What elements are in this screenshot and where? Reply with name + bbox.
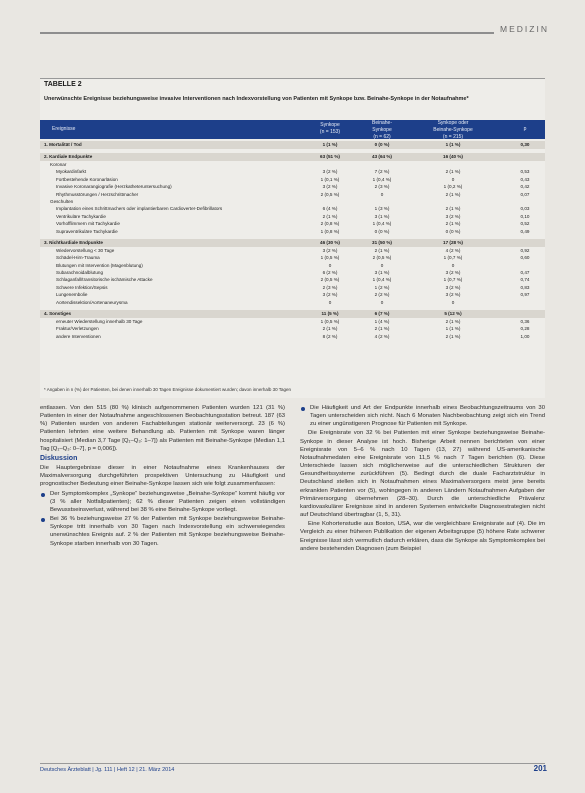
row-label: andere Interventionen [56,333,101,339]
paragraph: Die Hauptergebnisse dieser in einer Notaufnahme eines Krankenhauses der Maximalversorgung durchgeführten prospektiven Untersuchung zu Häufigkeit und prognostischer Bedeutung einer Beinahe-Synkope lassen sich wie folgt zusammenfassen: [40,465,285,488]
cell-beinahe-synkope: 31 (50 %) [372,239,392,245]
cell-synkope: 6 (4 %) [322,206,338,212]
row-label: Implantation eines Schrittmachers oder implantierbaren Cardioverter-Defibrillators [56,206,223,212]
cell-combined: 0 (0 %) [445,228,461,234]
cell-p-value: 0,42 [520,184,530,190]
cell-synkope: 8 (2 %) [322,333,338,339]
section-heading: Diskussion [40,454,78,462]
paragraph: Die Ereignisrate von 32 % bei Patienten mit einer Synkope beziehungsweise Beinahe-Synkope in dieser Analyse ist hoch. Bisherige Arbeit nennen berichteten von einer Ereignisrate von 5–6 % nach 10 Tagen (13, 27) während US-amerikanische Notaufnahmedaten eine Ereignisrate von 11,5 % nach 7 Tagen berichten (6). Diese Unterschiede lassen sich möglicherweise auf die unterschiedlichen Strukturen der Gesundheitssysteme zurückführen (5). Bedingt durch die duale Facharztstruktur in Deutschland stellen sich in Notaufnahmen eines Maximalversorgers meist jene bereits erkrankten Patienten vor (5), wohingegen in anderen Ländern Notaufnahmen Aufgaben der Primärversorgung übernehmen (28–30). Durch die unterschiedliche Prävalenz kardiovaskulärer Ereignisse sind in anderen Systemen entwickelte Diagnosestrategien nicht auf Deutschland übertragbar (1, 5, 31). [300,430,545,519]
cell-beinahe-synkope: 4 (2 %) [374,333,390,339]
cell-beinahe-synkope: 1 (4 %) [374,319,390,325]
table-row [40,161,545,168]
cell-combined: 1 (0,2 %) [443,184,463,190]
cell-beinahe-synkope: 43 (64 %) [372,154,392,159]
table-row [40,220,545,227]
cell-p-value: 0,03 [520,206,530,212]
row-label: Blutungen mit Intervention (Magenblutung) [56,262,143,268]
row-label: erneuter Wiederstellung innerhalb 30 Tage [56,319,143,325]
table-row [40,168,545,175]
cell-synkope: 1 (0,5 %) [320,255,340,261]
table-row [40,191,545,198]
cell-synkope: 6 (2 %) [322,270,338,276]
row-label: Subarachnoidalblutung [56,270,103,276]
row-label: Rhythmusstörungen / Herzschrittmacher [56,191,139,197]
row-label: Fraktur/Verletzungen [56,326,99,332]
table-row [40,205,545,212]
cell-p-value: 0,60 [520,255,530,261]
paragraph: entlassen. Von den 515 (80 %) klinisch aufgenommenen Patienten wurden 121 (31 %) Patienten in einer der Notaufnahme angeschlossenen Beobachtungsstation betreut. 187 (63 %) Patienten wurden von anderen Fachabteilungen stationär weiterversorgt. 23 (6 %) Patienten lehnten eine weitere Behandlung ab. Patienten mit Synkope waren länger hospitalisiert (Median 3,7 Tage [Q₁–Q₃: 1–7]) als Patienten mit Beinahe-Synkope (Median 1,1 Tag [Q₁–Q₃: 0–7], p = 0,006]). [40,405,285,452]
text-column-left [40,404,285,549]
cell-combined: 1 (0,7 %) [443,255,463,261]
row-label: Schlaganfall/transitorische ischämische Attacke [56,277,153,283]
cell-p-value: 0,43 [520,176,530,182]
table-row [40,254,545,261]
table-row [40,284,545,291]
table-row [40,198,545,205]
table-row [40,269,545,276]
col-header-combined: Synkope oder Beinahe-Synkope (n = 215) [433,120,473,140]
row-label: 3. Nichtkardiale Endpunkte [44,239,103,245]
cell-p-value: 0,92 [520,247,530,253]
row-label: Schwere Infektion/Sepsis [56,284,108,290]
table-row [40,325,545,332]
row-label: Geschulten [50,198,74,204]
row-label: Aortendissektion/Aortenaneurysma [56,299,128,305]
cell-synkope: 1 (0,1 %) [320,176,340,182]
cell-combined: 3 (2 %) [445,292,461,298]
col-header-beinahe-synkope: Beinahe- Synkope (n = 62) [371,120,392,140]
row-label: Vorhofflimmern mit Tachykardie [56,221,120,227]
cell-synkope: 46 (30 %) [320,239,340,245]
row-label: Fortbestehende Koronarläsion [56,176,118,182]
cell-synkope: 2 (1 %) [322,213,338,219]
cell-synkope: 0 [328,262,332,268]
cell-combined: 0 [451,299,455,305]
table-row [40,299,545,306]
table-caption: Unerwünschte Ereignisse beziehungsweise invasive Interventionen nach Indexvorstellung von Patienten mit Synkope bzw. Beinahe-Synkope in der Notaufnahme* [44,96,469,102]
table-row [40,291,545,298]
cell-synkope: 2 (1 %) [322,326,338,332]
cell-combined: 0 [451,176,455,182]
cell-synkope: 3 (2 %) [322,184,338,190]
table-row [40,333,545,340]
cell-beinahe-synkope: 2 (1 %) [374,326,390,332]
table-row [40,228,545,235]
footer-rule [40,763,545,764]
table-section-row [40,239,545,247]
cell-combined: 2 (1 %) [445,169,461,175]
cell-beinahe-synkope: 1 (3 %) [374,206,390,212]
cell-combined: 2 (1 %) [445,221,461,227]
paragraph: Eine Kohortenstudie aus Boston, USA, war die vergleichbare Ereignisrate auf (4). Die im Vergleich zu einer früheren Publikation der eigenen Arbeitsgruppe (5) höhere Rate schwerer Ereignisse lässt sich vermutlich dadurch erklären, dass die Synkope als Symptomkomplex bei andere bestehenden Diagnosen (zum Beispiel [300,521,545,552]
table-label: TABELLE 2 [44,81,82,88]
cell-combined: 2 (1 %) [445,319,461,325]
table-row [40,183,545,190]
table-header [40,120,545,139]
cell-synkope: 2 (3 %) [322,284,338,290]
row-label: Schädel-Hirn-Trauma [56,255,100,261]
table-body [40,141,545,340]
section-header: MEDIZIN [494,24,549,34]
cell-combined: 2 (1 %) [445,191,461,197]
row-label: 2. Kardiale Endpunkte [44,154,93,159]
row-label: Invasive Koronarangiografie (Herzkatheteruntersuchung) [56,184,172,190]
cell-synkope: 2 (0,5 %) [320,191,340,197]
cell-synkope: 63 (51 %) [320,154,340,159]
journal-citation: Deutsches Ärzteblatt | Jg. 111 | Heft 12 | 21. März 2014 [40,767,175,773]
row-label: Myokardinfarkt [56,169,87,175]
cell-p-value: 0,10 [520,213,530,219]
cell-beinahe-synkope: 2 (3 %) [374,184,390,190]
cell-beinahe-synkope: 2 (2 %) [374,292,390,298]
cell-combined: 16 (40 %) [443,154,463,159]
cell-combined: 3 (2 %) [445,284,461,290]
text-column-right [300,404,545,554]
cell-p-value: 0,28 [520,326,530,332]
cell-synkope: 0 [328,299,332,305]
cell-p-value: 0,52 [520,221,530,227]
row-label: 1. Mortalität / Tod [44,142,82,147]
cell-synkope: 2 (0,8 %) [320,221,340,227]
cell-p-value: 0,47 [520,270,530,276]
row-label: Supraventrikuläre Tachykardie [56,228,118,234]
cell-p-value: 1,00 [520,333,530,339]
row-label: Wiedervorstellung < 30 Tage [56,247,115,253]
cell-synkope: 2 (0,5 %) [320,277,340,283]
cell-combined: 5 (12 %) [444,311,462,317]
cell-beinahe-synkope: 6 (7 %) [374,311,390,317]
row-label: Lungenembolie [56,292,88,298]
bullet-icon [41,518,45,522]
cell-combined: 2 (1 %) [445,333,461,339]
row-label: 4. Sonstiges [44,311,72,317]
cell-beinahe-synkope: 3 (1 %) [374,213,390,219]
table-section-row [40,153,545,161]
cell-beinahe-synkope: 1 (0,4 %) [372,176,392,182]
cell-beinahe-synkope: 1 (0,4 %) [372,277,392,283]
cell-beinahe-synkope: 3 (1 %) [374,270,390,276]
cell-combined: 3 (2 %) [445,213,461,219]
cell-p-value: 0,83 [520,284,530,290]
bullet-icon [41,493,45,497]
bullet-item [300,404,545,428]
table-section-row [40,310,545,318]
cell-synkope: 1 (1 %) [322,142,338,147]
cell-combined: 3 (2 %) [445,270,461,276]
cell-combined: 0 [451,262,455,268]
cell-beinahe-synkope: 7 (2 %) [374,169,390,175]
cell-p-value: 0,49 [520,228,530,234]
cell-synkope: 1 (0,5 %) [320,319,340,325]
col-header-events: Ereignisse [52,126,76,132]
col-header-p: p [523,126,527,132]
cell-synkope: 1 (0,8 %) [320,228,340,234]
cell-synkope: 3 (2 %) [322,292,338,298]
cell-p-value: 0,74 [520,277,530,283]
cell-p-value: 0,36 [520,319,530,325]
bullet-item [40,490,285,514]
cell-beinahe-synkope: 1 (2 %) [374,284,390,290]
bullet-text: Die Häufigkeit und Art der Endpunkte innerhalb eines Beobachtungszeitraums von 30 Tagen unterscheiden sich nicht. Nach 6 Monaten Nachbeobachtung zeigt sich ein Trend zu einer ungünstigeren Prognose für Patienten mit Synkope. [310,405,545,428]
cell-combined: 1 (1 %) [445,326,461,332]
table-row [40,176,545,183]
cell-beinahe-synkope: 1 (0,4 %) [372,221,392,227]
row-label: Ventrikuläre Tachykardie [56,213,106,219]
table-section-row [40,141,545,149]
results-table [40,78,545,398]
cell-beinahe-synkope: 2 (1 %) [374,247,390,253]
table-row [40,276,545,283]
cell-p-value: 0,53 [520,169,530,175]
bullet-text: Der Symptomkomplex „Synkope“ beziehungsweise „Beinahe-Synkope“ kommt häufig vor (3 % aller Notfallpatienten); 62 % dieser Patienten zeigen einen vollständigen Bewusstseinsverlust, während bei 38 % eine Beinahe-Synkope vorliegt. [50,490,285,513]
col-header-synkope: Synkope (n = 153) [319,122,341,135]
cell-beinahe-synkope: 0 (0 %) [374,142,390,147]
bullet-text: Bei 36 % beziehungsweise 27 % der Patienten mit Synkope beziehungsweise Beinahe-Synkope tritt innerhalb von 30 Tagen nach Indexvorstellung ein schwerwiegendes unerwünschtes Ereignis auf. 2 % der Patienten mit Synkope beziehungsweise Beinahe-Synkope starben innerhalb von 30 Tagen. [50,516,285,547]
bullet-icon [301,407,305,411]
cell-synkope: 3 (2 %) [322,247,338,253]
cell-combined: 2 (1 %) [445,206,461,212]
cell-combined: 4 (2 %) [445,247,461,253]
row-label: Koronar [50,162,67,167]
cell-synkope: 11 (5 %) [321,311,339,317]
cell-beinahe-synkope: 2 (0,5 %) [372,255,392,261]
table-row [40,318,545,325]
page-number: 201 [533,764,547,773]
header-rule [40,32,545,34]
cell-beinahe-synkope: 0 [380,262,384,268]
table-row [40,247,545,254]
table-footnote: * Angaben in n (%) der Patienten, bei denen innerhalb 30 Tagen Ereignisse dokumentiert wurden; davon innerhalb 30 Tagen [44,387,292,392]
cell-combined: 1 (0,7 %) [443,277,463,283]
cell-combined: 17 (28 %) [443,239,463,245]
cell-p-value: 0,97 [520,292,530,298]
cell-combined: 1 (1 %) [445,142,461,147]
cell-beinahe-synkope: 0 (0 %) [374,228,390,234]
cell-p-value: 0,30 [520,142,530,147]
cell-p-value: 0,07 [520,191,530,197]
table-row [40,213,545,220]
cell-synkope: 3 (2 %) [322,169,338,175]
bullet-item [40,515,285,548]
cell-beinahe-synkope: 0 [380,299,384,305]
cell-beinahe-synkope: 0 [380,191,384,197]
table-row [40,262,545,269]
